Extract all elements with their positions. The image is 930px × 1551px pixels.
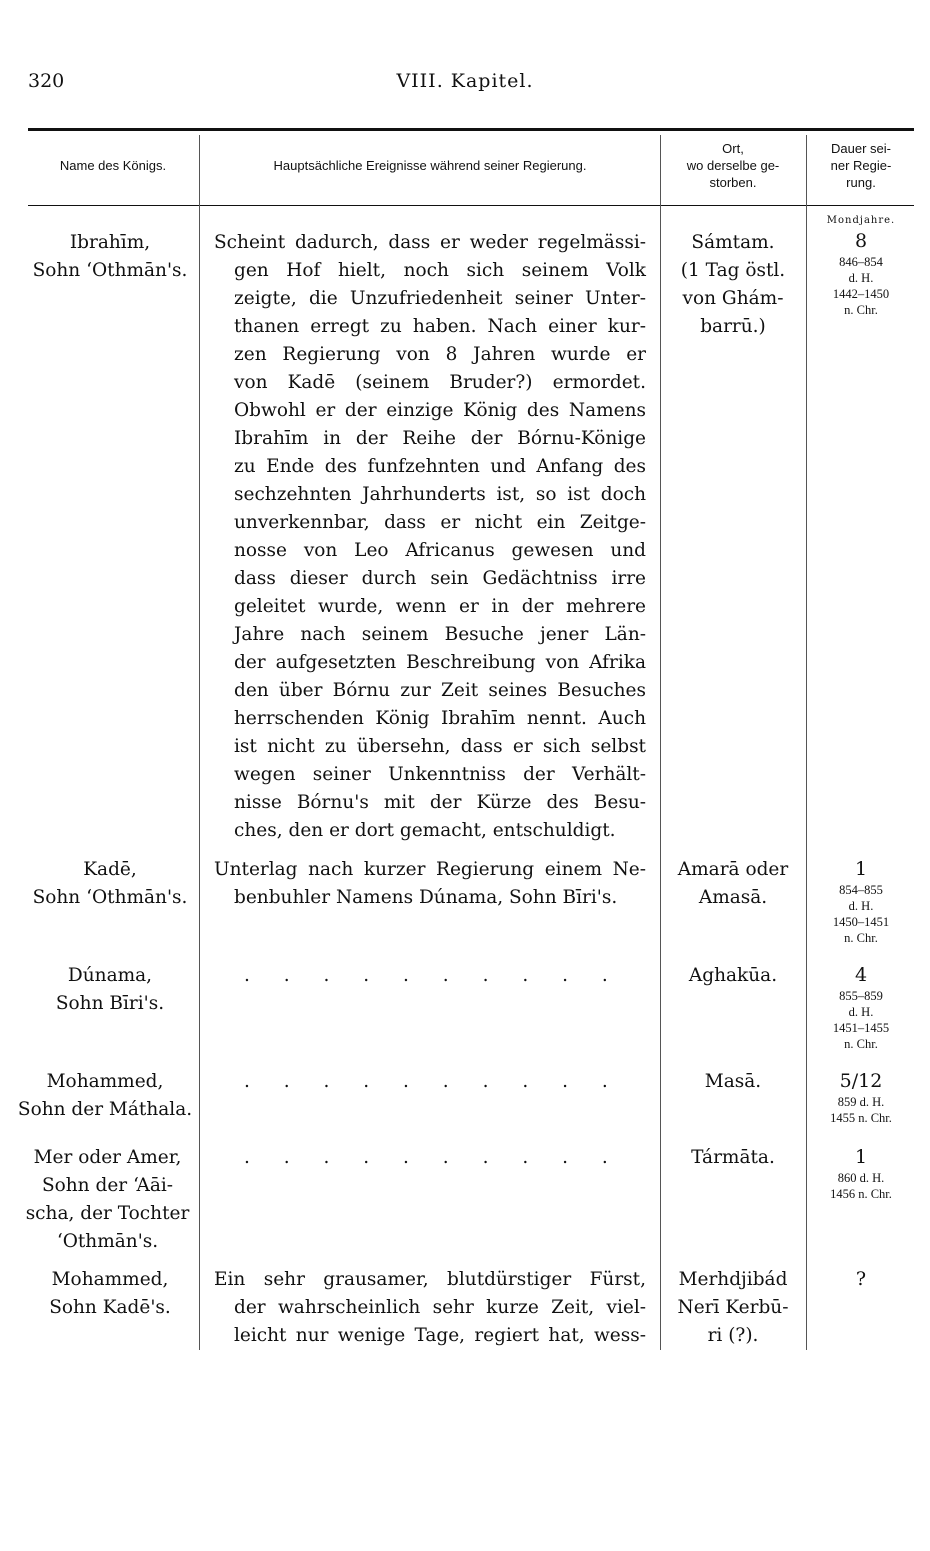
row-4-place: Masā. (704, 1071, 762, 1092)
row-5-events-dots: . . . . . . . . . . (244, 1147, 622, 1168)
header-events: Hauptsächliche Ereignisse während seiner Regierung. (273, 158, 587, 173)
row-3-duration: 4 855–859 d. H. 1451–1455 n. Chr. (832, 964, 890, 1051)
row-5-duration: 1 860 d. H. 1456 n. Chr. (830, 1146, 892, 1201)
column-divider-3 (806, 135, 807, 1350)
header-place: Ort, wo derselbe ge- storben. (686, 141, 780, 190)
row-4-duration: 5/12 859 d. H. 1455 n. Chr. (830, 1070, 892, 1125)
page-number: 320 (28, 70, 65, 92)
column-divider-2 (660, 135, 661, 1350)
row-6-events: Ein sehr grausamer, blutdürstiger Fürst, der wahrscheinlich sehr kurze Zeit, viel- leicht nur wenige Tage, regiert hat, wess- (214, 1269, 646, 1346)
row-1-name: Ibrahīm, Sohn ʻOthmān's. (32, 232, 188, 281)
row-2-duration: 1 854–855 d. H. 1450–1451 n. Chr. (832, 858, 890, 945)
row-4-name: Mohammed, Sohn der Máthala. (17, 1071, 193, 1120)
header-bottom-rule (28, 205, 914, 206)
row-5-name: Mer oder Amer, Sohn der ʻAāi- scha, der Tochter ʻOthmān's. (25, 1147, 190, 1252)
row-3-place: Aghakūa. (688, 965, 778, 986)
row-3-events-dots: . . . . . . . . . . (244, 965, 622, 986)
row-1-events: Scheint dadurch, dass er weder regelmässi- gen Hof hielt, noch sich seinem Volk zeigte, die Unzufriedenheit seiner Unter- thanen erregt zu haben. Nach einer kur- zen Regierung von 8 Jahren wurde er von Kadē (seinem Bruder?) ermordet. Obwohl er der einzige König des Namens Ibrahīm in der Reihe der Bórnu-Könige zu Ende des funfzehnten und Anfang des sechzehnten Jahrhunderts ist, so ist doch unverkennbar, dass er nicht ein Zeitge- nosse von Leo Africanus gewesen und dass dieser durch sein Gedächtniss irre geleitet wurde, wenn er in der mehrere Jahre nach seinem Besuche jener Län- der aufgesetzten Beschreibung von Afrika den über Bórnu zur Zeit seines Besuches herrschenden König Ibrahīm nennt. Auch ist nicht zu übersehn, dass er sich selbst wegen seiner Unkenntniss der Verhält- nisse Bórnu's mit der Kürze des Besu- ches, den er dort gemacht, entschuldigt. (214, 232, 646, 841)
chapter-title: VIII. Kapitel. (396, 70, 534, 92)
header-name: Name des Königs. (59, 158, 167, 173)
row-2-name: Kadē, Sohn ʻOthmān's. (32, 859, 188, 908)
row-6-duration: ? (855, 1268, 867, 1290)
row-2-events: Unterlag nach kurzer Regierung einem Ne- benbuhler Namens Dúnama, Sohn Bīri's. (214, 859, 646, 908)
table-top-rule (28, 128, 914, 131)
row-6-name: Mohammed, Sohn Kadē's. (49, 1269, 171, 1318)
header-duration: Dauer sei- ner Regie- rung. (830, 141, 892, 190)
row-2-place: Amarā oder Amasā. (677, 859, 789, 908)
running-header (0, 70, 930, 104)
row-1-duration: Mondjahre. 8 846–854 d. H. 1442–1450 n. Chr. (826, 215, 896, 317)
row-3-name: Dúnama, Sohn Bīri's. (55, 965, 165, 1014)
row-6-place: Merhdjibád Nerī Kerbū- ri (?). (677, 1269, 789, 1346)
row-1-place: Sámtam. (1 Tag östl. von Ghám- barrū.) (680, 232, 786, 337)
row-5-place: Tármāta. (691, 1147, 775, 1168)
row-4-events-dots: . . . . . . . . . . (244, 1071, 622, 1092)
